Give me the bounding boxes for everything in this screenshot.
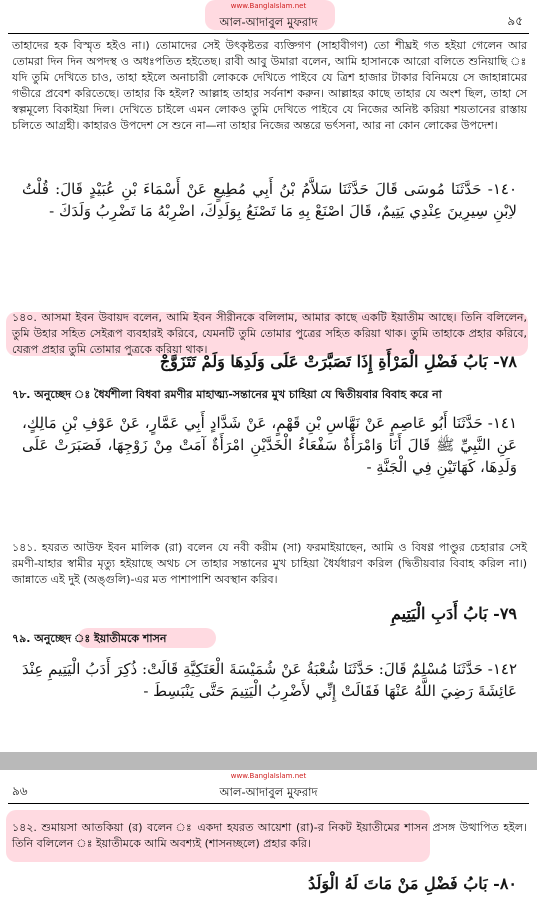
site-watermark: www.BanglaIslam.net bbox=[230, 2, 307, 10]
header-rule bbox=[8, 33, 529, 34]
chapter-78-bengali: ৭৮. অনুচ্ছেদ ঃ ধৈর্যশীলা বিধবা রমণীর মাহাত্ম্য-সন্তানের মুখ চাহিয়া যে দ্বিতীয়বার বিবাহ করে না bbox=[12, 388, 442, 401]
book-title: আল-আদাবুল মুফরাদ bbox=[219, 15, 318, 29]
hadith-142-arabic: ١٤٢- حَدَّثَنَا مُسْلِمٌ قَالَ: حَدَّثَنَا شُعْبَةُ عَنْ شُمَيْسَةَ الْعَتَكِيَّةِ قَالَتْ: ذُكِرَ أَدَبُ الْيَتِيمِ عِنْدَ عَائِشَةَ رَضِيَ اللَّهُ عَنْهَا فَقَالَتْ إِنِّي لأَضْرِبُ الْيَتِيمَ حَتَّى يَنْبَسِطَ - bbox=[22, 660, 517, 700]
chapter-79-title: ইয়াতীমকে শাসন bbox=[94, 632, 167, 645]
chapter-79-prefix: ৭৯. অনুচ্ছেদ ঃ bbox=[12, 632, 95, 645]
book-title: আল-আদাবুল মুফরাদ bbox=[219, 785, 318, 799]
hadith-140-arabic: ١٤٠- حَدَّثَنَا مُوسَى قَالَ حَدَّثَنَا سَلاَّمُ بْنُ أَبِي مُطِيعٍ عَنْ أَسْمَاءَ بْنِ عُبَيْدٍ قَالَ: قُلْتُ لاِبْنِ سِيرِينَ عِنْدِي يَتِيمٌ، قَالَ اصْنَعْ بِهِ مَا تَصْنَعُ بِوَلَدِكَ، اضْرِبْهُ مَا تَضْرِبُ وَلَدَكَ - bbox=[22, 180, 517, 220]
page-header bbox=[0, 0, 537, 30]
book-page-96 bbox=[0, 770, 537, 910]
hadith-141-arabic: ١٤١- حَدَّثَنَا أَبُو عَاصِمٍ عَنْ نَهَّاسِ بْنِ قَهْمٍ، عَنْ شَدَّادٍ أَبِي عَمَّارٍ، عَنْ عَوْفِ بْنِ مَالِكٍ، عَنِ النَّبِيِّ ﷺ قَالَ أَنَا وَامْرَأَةٌ سَفْعَاءُ الْخَدَّيْنِ امْرَأَةٌ آمَتْ مِنْ زَوْجِهَا، فَصَبَرَتْ عَلَى وَلَدِهَا، كَهَاتَيْنِ فِي الْجَنَّةِ - bbox=[22, 414, 517, 476]
intro-paragraph: তাহাদের হক বিস্মৃত হইও না।) তোমাদের সেই উৎকৃষ্টতর ব্যক্তিগণ (সাহাবীগণ) তো শীঘ্রই গত হইয়া গেলেন আর তোমরা দিন দিন অপদস্থ ও অধঃপতিত হইতেছ। রাবী আবু উমারা বলেন, আমি হাসানকে আরো বলিতে শুনিয়াছি ঃ যদি তুমি দেখিতে চাও, তাহা হইলে অনাচারী লোককে দেখিতে পাইবে যে ত্রিশ হাজার টাকার বিনিময়ে সে জাহান্নামের গভীরে প্রবেশ করিতেছে। তাহার কি হইল? আল্লাহ তাহার সর্বনাশ করুন। আল্লাহর কাছে তাহার যে অংশ ছিল, তাহা সে স্বল্পমূল্যে বিকাইয়া দিল। দেখিতে চাইলে এমন লোকও তুমি দেখিতে পাইবে যে নিজের অনিষ্ট করিয়া শয়তানের রাস্তায় চলিতে আগ্রহী। কাহারও উপদেশ সে শুনে না—না তাহার নিজের অন্তরে ভর্ৎসনা, আর না কোন লোকের উপদেশ। bbox=[12, 39, 527, 132]
page-number: ৯৫ bbox=[507, 14, 523, 28]
chapter-78-arabic: ٧٨- بَابُ فَضْلِ الْمَرْأَةِ إِذَا تَصَبَّرَتْ عَلَى وَلَدِهَا وَلَمْ تَتَزَوَّجْ bbox=[159, 352, 517, 371]
hadith-141-bengali: ১৪১. হযরত আউফ ইবন মালিক (রা) বলেন যে নবী করীম (সা) ফরমাইয়াছেন, আমি ও বিষণ্ণ পাণ্ডুর চেহারার সেই রমণী-যাহার স্বামীর মৃত্যু হইয়াছে অথচ সে তাহার সন্তানের মুখ চাহিয়া ধৈর্যধারণ করিল (দ্বিতীয়বার বিবাহ করিল না।) জান্নাতে এই দুই (অঙ্গুলি)-এর মত পাশাপাশি অবস্থান করিব। bbox=[12, 541, 527, 586]
page-separator bbox=[0, 752, 537, 770]
page-number: ৯৬ bbox=[12, 784, 28, 798]
hadith-142-bengali: ১৪২. শুমায়সা আতকিয়া (র) বলেন ঃ একদা হযরত আয়েশা (রা)-র নিকট ইয়াতীমের শাসন প্রসঙ্গ উত্থাপিত হইল। তিনি বলিলেন ঃ ইয়াতীমকে আমি অবশ্যই (শাসনচ্ছলে) প্রহার করি। bbox=[12, 821, 527, 850]
chapter-79-bengali bbox=[12, 630, 532, 649]
chapter-80-arabic: ٨٠- بَابُ فَضْلِ مَنْ مَاتَ لَهُ الْوَلَدُ bbox=[308, 874, 517, 893]
chapter-79-arabic: ٧٩- بَابُ أَدَبِ الْيَتِيمِ bbox=[390, 604, 517, 623]
site-watermark: www.BanglaIslam.net bbox=[230, 772, 307, 780]
page-header bbox=[0, 770, 537, 800]
hadith-140-bengali: ১৪০. আসমা ইবন উবায়দ বলেন, আমি ইবন সীরীনকে বলিলাম, আমার কাছে একটি ইয়াতীম আছে। তিনি বলিলেন, তুমি উহার সহিত সেইরূপ ব্যবহারই করিবে, যেমনটি তুমি তোমার পুত্রের সহিত করিয়া থাক। তুমি তাহাকে প্রহার করিবে, যেরূপ প্রহার তুমি তোমার পুত্রকে করিয়া থাক। bbox=[12, 311, 527, 356]
header-rule bbox=[8, 803, 529, 804]
